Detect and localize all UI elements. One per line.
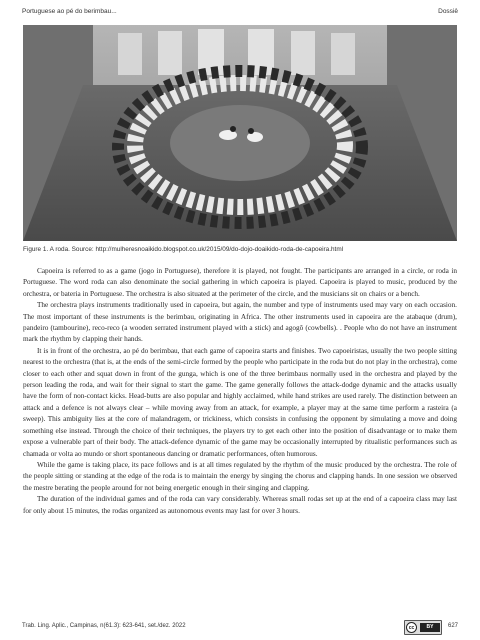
section-label: Dossiê bbox=[438, 8, 458, 15]
body-paragraph: While the game is taking place, its pace follows and is at all times regulated by the rhythm of the music produced by the orchestra. The role of the people sitting or standing at the edge of the roda is to maintain the energy by singing the chorus and clapping hands. In one session we observed the mestre berating the people around for not being energetic enough in their singing and clapping. bbox=[23, 460, 457, 492]
roda-photo-illustration bbox=[23, 25, 457, 241]
page-footer bbox=[22, 623, 458, 633]
by-label: BY bbox=[420, 623, 440, 632]
body-paragraph: It is in front of the orchestra, ao pé do berimbau, that each game of capoeira starts and finishes. Two capoeiristas, usually the two people sitting nearest to the orchestra (that is, at the ends of the semi-circle formed by the people who participate in the roda but do not play in the orchestra), come closer to each other and squat down in front of the gunga, which is one of the three berimbaus normally used in the orchestra and played by the person leading the roda, and wait for their signal to start the game. The game generally follows the attack-dodge dynamic and the attacks usually have the form of non-contact kicks. Head-butts are also popular and highly acclaimed, while hand strikes are used rarely. The distinction between an attack and a defence is not always clear – while moving away from an attack, for example, a player may at the same time perform a rasteira (a sweep). This ambiguity lies at the core of malandragem, or trickiness, which consists in confusing the opponent by simulating a move and doing something else instead. Through the choice of their techniques, the players try to get each other into the position of disadvantage or to make them expose a vulnerable part of their body. The attack-defence dynamic of the game may be occasionally interrupted by ritualistic performances such as chamada or volta ao mundo or short spontaneous dancing or dramatic performances, often humorous. bbox=[23, 346, 457, 458]
running-title: Portuguese ao pé do berimbau... bbox=[22, 8, 117, 15]
running-header bbox=[22, 8, 458, 20]
page-number: 627 bbox=[447, 623, 458, 629]
article-body bbox=[23, 266, 457, 517]
body-paragraph: The orchestra plays instruments traditionally used in capoeira, but again, the number and type of instruments used may vary on each occasion. The most important of these instruments is the berimbau, originating in Africa. The other instruments used in capoeira are the atabaque (drum), pandeiro (tambourine), reco-reco (a wooden serrated instrument played with a stick) and agogô (cowbells). . People who do not have an instrument mark the rhythm by clapping their hands. bbox=[23, 301, 457, 344]
body-paragraph: Capoeira is referred to as a game (jogo in Portuguese), therefore it is played, not fought. The participants are arranged in a circle, or roda in Portuguese. The word roda can also denominate the social gathering in which capoeira is played. Capoeira is played to music, produced by the orchestra, or bateria in Portuguese. The orchestra is also situated at the perimeter of the circle, and the musicians sit on chairs or a bench. bbox=[23, 267, 457, 298]
body-paragraph: The duration of the individual games and of the roda can vary considerably. Whereas small rodas set up at the end of a capoeira class may last for only about 15 minutes, the rodas organized as autonomous events may last for over 3 hours. bbox=[23, 495, 457, 515]
journal-citation: Trab. Ling. Aplic., Campinas, n(61.3): 623-641, set./dez. 2022 bbox=[22, 623, 186, 629]
cc-icon: cc bbox=[406, 622, 417, 633]
figure-caption: Figure 1. A roda. Source: http://mulheresnoaikido.blogspot.co.uk/2015/09/do-dojo-doaikido-roda-de-capoeira.html bbox=[23, 246, 344, 253]
figure-photo-capoeira-roda bbox=[23, 25, 457, 241]
